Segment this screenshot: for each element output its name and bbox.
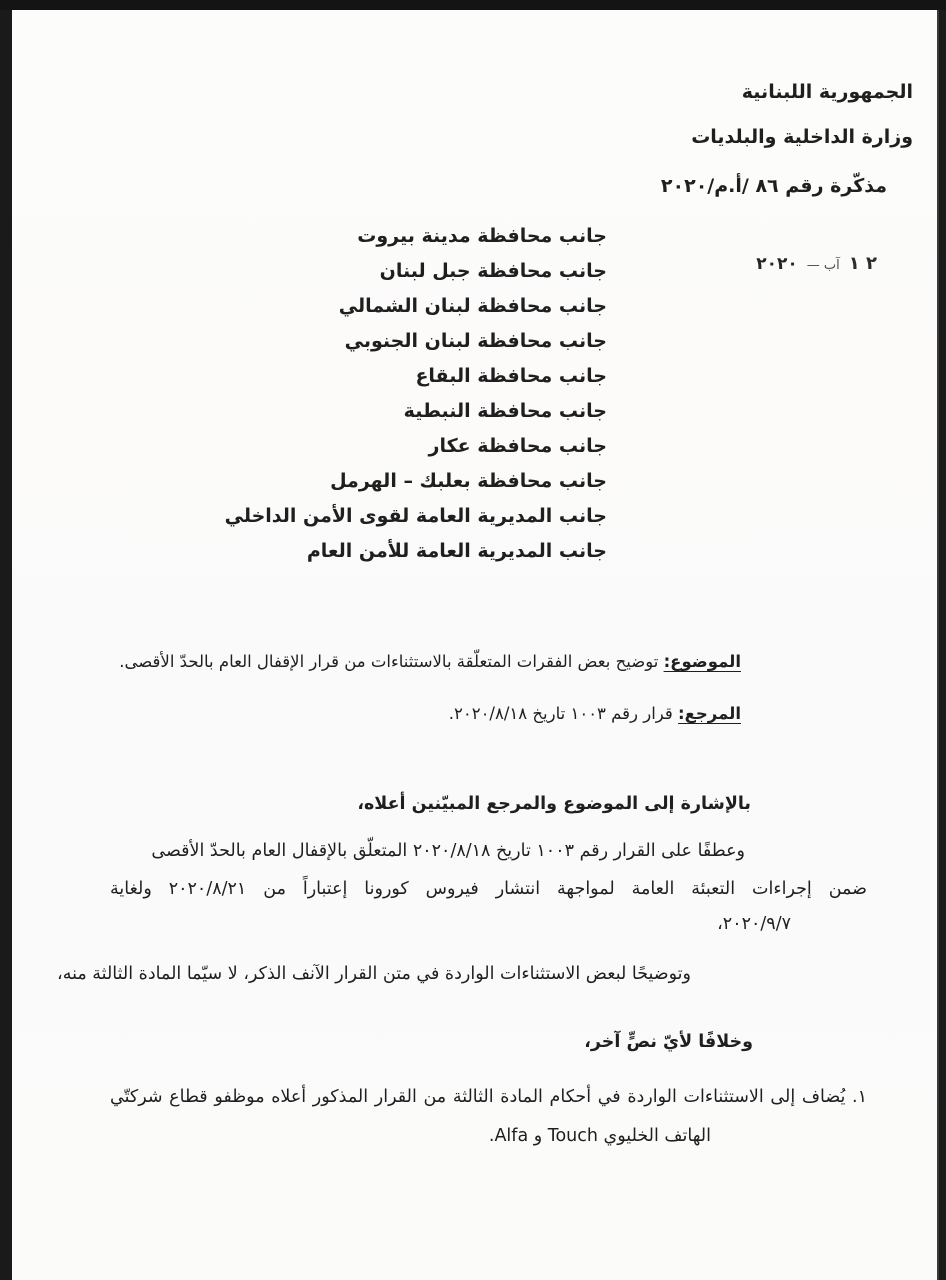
paragraph1-line1: وعطفًا على القرار رقم ١٠٠٣ تاريخ ٢٠٢٠/٨/١٨ المتعلّق بالإقفال العام بالحدّ الأقصى bbox=[151, 841, 745, 861]
recipient-line: جانب محافظة بعلبك – الهرمل bbox=[330, 470, 607, 492]
scan-border-top bbox=[0, 0, 946, 10]
recipients-list bbox=[12, 219, 607, 569]
reference-line bbox=[12, 701, 741, 727]
received-date-stamp bbox=[756, 253, 877, 274]
item1-line2: الهاتف الخليوي Touch و Alfa. bbox=[488, 1126, 711, 1146]
recipient-line: جانب محافظة جبل لبنان bbox=[379, 260, 607, 282]
paragraph1-date-line: ٢٠٢٠/٩/٧، bbox=[717, 914, 791, 934]
stamp-month: — آب bbox=[806, 258, 840, 273]
recipient-line: جانب محافظة لبنان الجنوبي bbox=[344, 330, 607, 352]
recipient-line: جانب محافظة لبنان الشمالي bbox=[338, 295, 607, 317]
recipient-line: جانب المديرية العامة للأمن العام bbox=[306, 540, 607, 562]
ministry-title: وزارة الداخلية والبلديات bbox=[691, 126, 913, 148]
recipient-line: جانب محافظة مدينة بيروت bbox=[357, 225, 607, 247]
stamp-year: ٢٠٢٠ bbox=[756, 254, 798, 274]
clarification-line: وتوضيحًا لبعض الاستثناءات الواردة في متن القرار الآنف الذكر، لا سيّما المادة الثالثة منه، bbox=[57, 964, 691, 984]
recipient-line: جانب محافظة عكار bbox=[428, 435, 607, 457]
recipient-line: جانب محافظة البقاع bbox=[415, 365, 607, 387]
stamp-day: ٢ ١ bbox=[848, 253, 877, 274]
notwithstanding-line: وخلافًا لأيّ نصٍّ آخر، bbox=[584, 1032, 753, 1052]
subject-text: توضيح بعض الفقرات المتعلّقة بالاستثناءات من قرار الإقفال العام بالحدّ الأقصى. bbox=[119, 652, 664, 671]
scan-border-right bbox=[937, 0, 946, 1280]
item1-line1: ١. يُضاف إلى الاستثناءات الواردة في أحكام المادة الثالثة من القرار المذكور أعلاه موظفو قطاع شركتّي bbox=[110, 1087, 867, 1107]
republic-title: الجمهورية اللبنانية bbox=[741, 81, 913, 103]
document-page bbox=[12, 10, 937, 1280]
subject-label: الموضوع: bbox=[663, 652, 741, 671]
subject-line bbox=[12, 649, 741, 675]
reference-label: المرجع: bbox=[678, 704, 741, 723]
paragraph1-line2: ضمن إجراءات التعبئة العامة لمواجهة انتشار فيروس كورونا إعتباراً من ٢٠٢٠/٨/٢١ ولغاية bbox=[110, 879, 867, 899]
memo-number: مذكّرة رقم ٨٦ /أ.م/٢٠٢٠ bbox=[660, 175, 887, 197]
reference-text: قرار رقم ١٠٠٣ تاريخ ٢٠٢٠/٨/١٨. bbox=[448, 704, 679, 723]
recipient-line: جانب محافظة النبطية bbox=[403, 400, 607, 422]
recipient-line: جانب المديرية العامة لقوى الأمن الداخلي bbox=[224, 505, 607, 527]
scan-border-left bbox=[0, 0, 12, 1280]
intro-line: بالإشارة إلى الموضوع والمرجع المبيّنين أعلاه، bbox=[357, 794, 751, 814]
